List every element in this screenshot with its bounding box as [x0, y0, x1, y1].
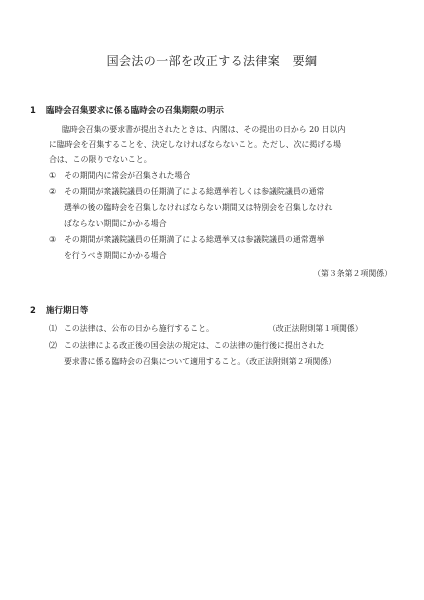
section-1-number: 1 — [30, 105, 36, 115]
item-2-line: 選挙の後の臨時会を召集しなければならない期間又は特別会を召集しなけれ — [64, 203, 333, 212]
item-3-line: を行うべき期間にかかる場合 — [64, 251, 167, 260]
section-2-heading — [30, 304, 88, 316]
document-title: 国会法の一部を改正する法律案 要綱 — [106, 54, 318, 68]
item-3-line: その期間が衆議院議員の任期満了による総選挙又は参議院議員の通常選挙 — [64, 235, 325, 244]
section-2-item-2-line: この法律による改正後の国会法の規定は、この法律の施行後に提出された — [64, 341, 325, 350]
section-1-title: 臨時会召集要求に係る臨時会の召集期限の明示 — [46, 105, 224, 115]
item-2-marker: ② — [49, 187, 57, 196]
section-1-heading — [30, 104, 224, 116]
section-2-item-1-marker: ⑴ — [49, 324, 57, 333]
section-2-item-1-text: この法律は、公布の日から施行すること。 — [64, 324, 214, 333]
section-2-title: 施行期日等 — [46, 305, 89, 315]
section-1-reference: （第３条第２項関係） — [313, 269, 392, 278]
section-1-paragraph-line: 臨時会召集の要求書が提出されたときは、内閣は、その提出の日から 20 日以内 — [62, 125, 346, 134]
section-1-paragraph-line: 合は、この限りでないこと。 — [49, 155, 152, 164]
section-2-item-2-marker: ⑵ — [49, 341, 57, 350]
item-2-line: その期間が衆議院議員の任期満了による総選挙若しくは参議院議員の通常 — [64, 187, 325, 196]
item-3-marker: ③ — [49, 235, 57, 244]
item-1-marker: ① — [49, 171, 57, 180]
section-2-item-2-line: 要求書に係る臨時会の召集について適用すること。（改正法附則第２項関係） — [64, 357, 337, 366]
section-1-paragraph-line: に臨時会を召集することを、決定しなければならないこと。ただし、次に掲げる場 — [49, 140, 341, 149]
item-2-line: ばならない期間にかかる場合 — [64, 219, 167, 228]
item-1-line: その期間内に常会が召集された場合 — [64, 171, 191, 180]
section-2-item-1-reference: （改正法附則第１項関係） — [268, 324, 363, 333]
section-2-number: 2 — [30, 305, 36, 315]
